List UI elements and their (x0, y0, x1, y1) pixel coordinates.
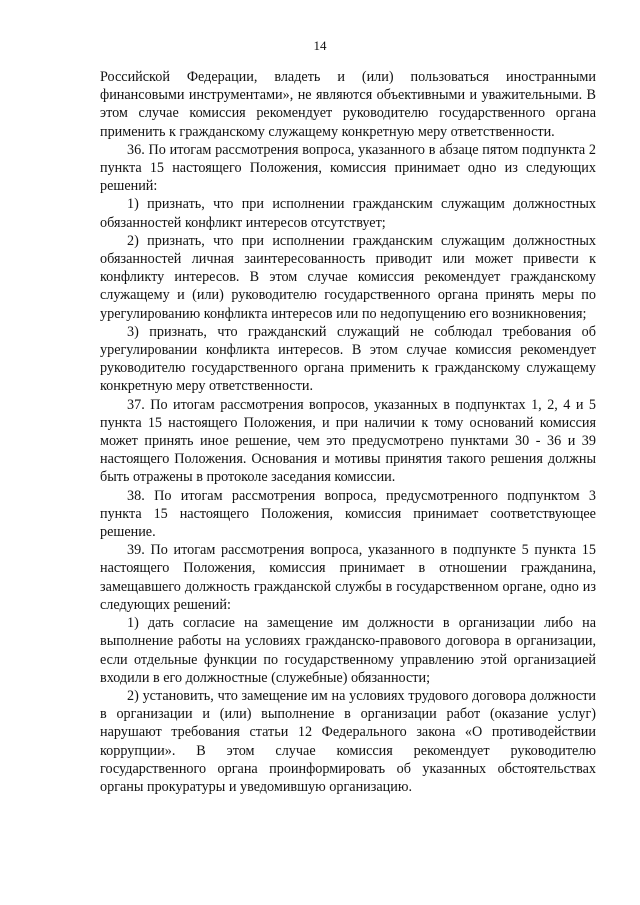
paragraph-item-38: 38. По итогам рассмотрения вопроса, предусмотренного подпунктом 3 пункта 15 настоящего Положения, комиссия принимает соответствующее решение. (100, 487, 596, 541)
paragraph-36-subitem-1: 1) признать, что при исполнении гражданским служащим должностных обязанностей конфликт интересов отсутствует; (100, 196, 596, 231)
paragraph-item-37: 37. По итогам рассмотрения вопросов, указанных в подпунктах 1, 2, 4 и 5 пункта 15 настоящего Положения, и при наличии к тому оснований комиссия может принять иное решение, чем это предусмотрено пунктами 30 - 36 и 39 настоящего Положения. Основания и мотивы принятия такого решения должны быть отражены в протоколе заседания комиссии. (100, 396, 596, 486)
paragraph-item-36: 36. По итогам рассмотрения вопроса, указанного в абзаце пятом подпункта 2 пункта 15 настоящего Положения, комиссия принимает одно из следующих решений: (100, 141, 596, 195)
document-body (100, 68, 596, 796)
paragraph-39-subitem-2: 2) установить, что замещение им на условиях трудового договора должности в организации и (или) выполнение в организации работ (оказание услуг) нарушают требования статьи 12 Федерального закона «О противодействии коррупции». В этом случае комиссия рекомендует руководителю государственного органа проинформировать об указанных обстоятельствах органы прокуратуры и уведомившую организацию. (100, 687, 596, 795)
paragraph-36-subitem-2: 2) признать, что при исполнении гражданским служащим должностных обязанностей личная заинтересованность приводит или может привести к конфликту интересов. В этом случае комиссия рекомендует гражданскому служащему и (или) руководителю государственного органа принять меры по урегулированию конфликта интересов или по недопущению его возникновения; (100, 232, 596, 322)
paragraph-36-subitem-3: 3) признать, что гражданский служащий не соблюдал требования об урегулировании конфликта интересов. В этом случае комиссия рекомендует руководителю государственного органа применить к гражданскому служащему конкретную меру ответственности. (100, 323, 596, 395)
paragraph-item-39: 39. По итогам рассмотрения вопроса, указанного в подпункте 5 пункта 15 настоящего Положения, комиссия принимает в отношении гражданина, замещавшего должность гражданской службы в государственном органе, одно из следующих решений: (100, 542, 596, 613)
page-number: 14 (313, 38, 327, 53)
paragraph-continuation: Российской Федерации, владеть и (или) пользоваться иностранными финансовыми инструментами», не являются объективными и уважительными. В этом случае комиссия рекомендует руководителю государственного органа применить к гражданскому служащему конкретную меру ответственности. (100, 69, 596, 140)
paragraph-39-subitem-1: 1) дать согласие на замещение им должности в организации либо на выполнение работы на условиях гражданско-правового договора в организации, если отдельные функции по государственному управлению этой организацией входили в его должностные (служебные) обязанности; (100, 615, 596, 686)
